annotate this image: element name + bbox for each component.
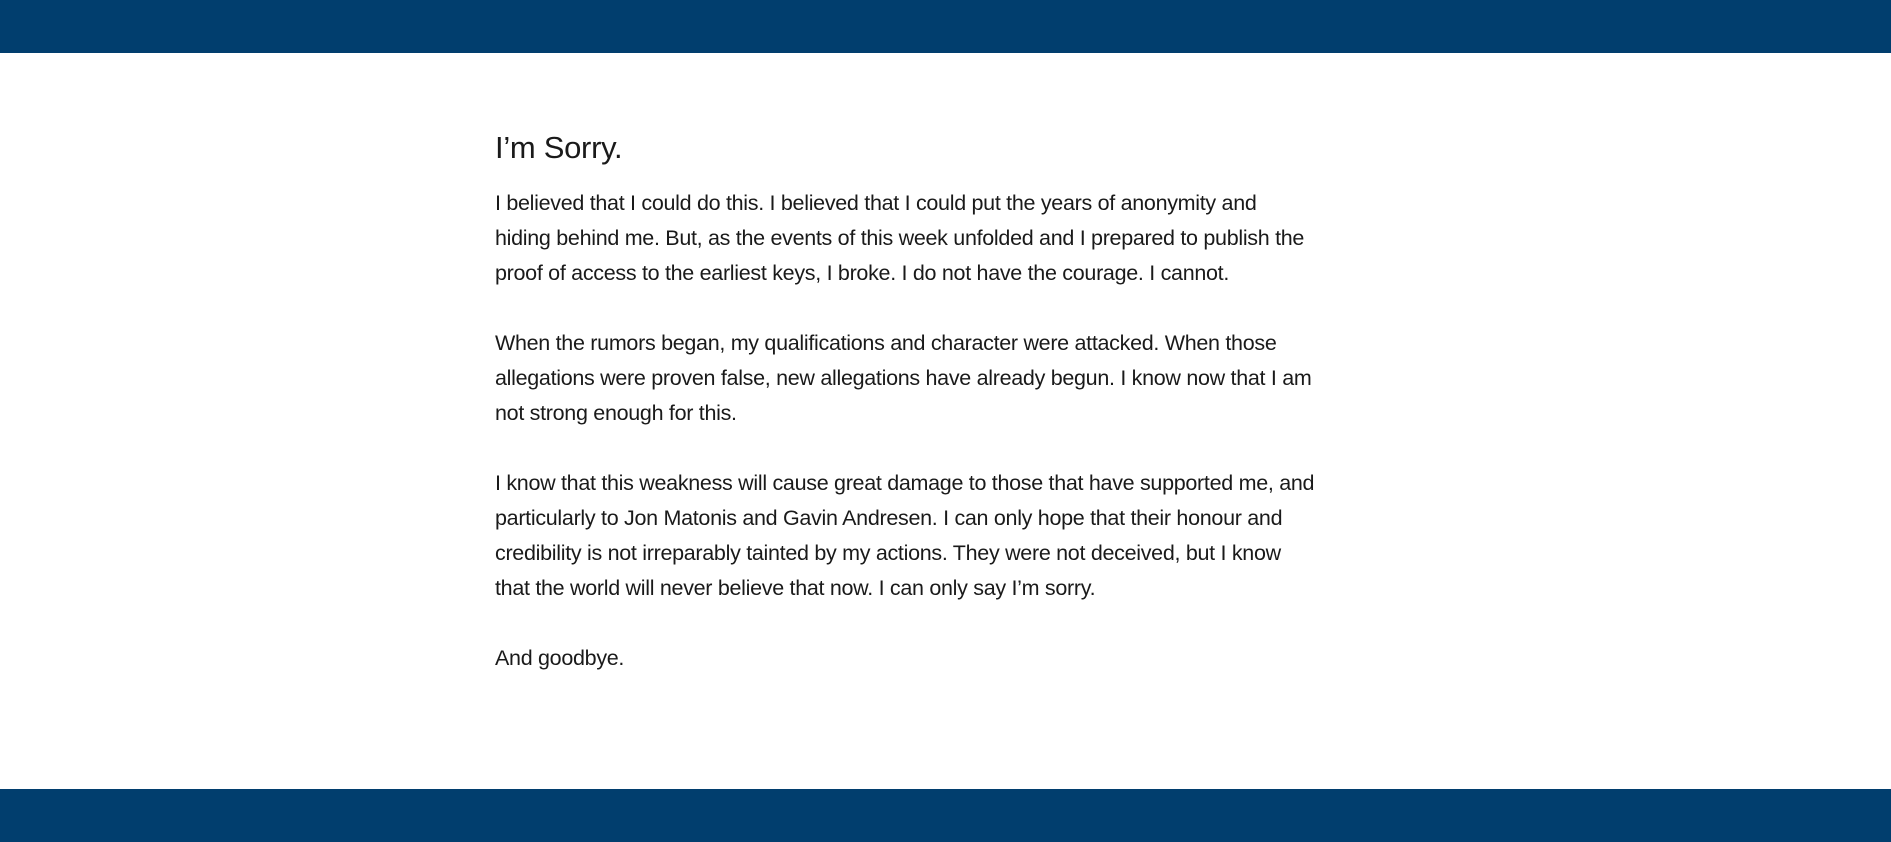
paragraph-line: I believed that I could do this. I believed that I could put the years of anonymity and [495,191,1257,215]
paragraph-3 [495,466,1415,606]
paragraph-line: When the rumors began, my qualifications and character were attacked. When those [495,331,1277,355]
paragraph-4 [495,641,1415,676]
paragraph-2 [495,326,1415,431]
header-bar [0,0,1891,53]
footer-bar [0,789,1891,842]
paragraph-line: proof of access to the earliest keys, I broke. I do not have the courage. I cannot. [495,261,1230,285]
paragraph-line: allegations were proven false, new allegations have already begun. I know now that I am [495,366,1312,390]
paragraph-line: particularly to Jon Matonis and Gavin Andresen. I can only hope that their honour and [495,506,1283,530]
paragraph-line: And goodbye. [495,646,625,670]
letter-content [495,118,1415,676]
paragraph-line: hiding behind me. But, as the events of this week unfolded and I prepared to publish the [495,226,1305,250]
paragraph-line: that the world will never believe that now. I can only say I’m sorry. [495,576,1096,600]
paragraph-line: I know that this weakness will cause great damage to those that have supported me, and [495,471,1315,495]
paragraph-line: credibility is not irreparably tainted by my actions. They were not deceived, but I know [495,541,1281,565]
paragraph-line: not strong enough for this. [495,401,737,425]
paragraph-1 [495,186,1415,291]
letter-title: I’m Sorry. [495,130,623,165]
